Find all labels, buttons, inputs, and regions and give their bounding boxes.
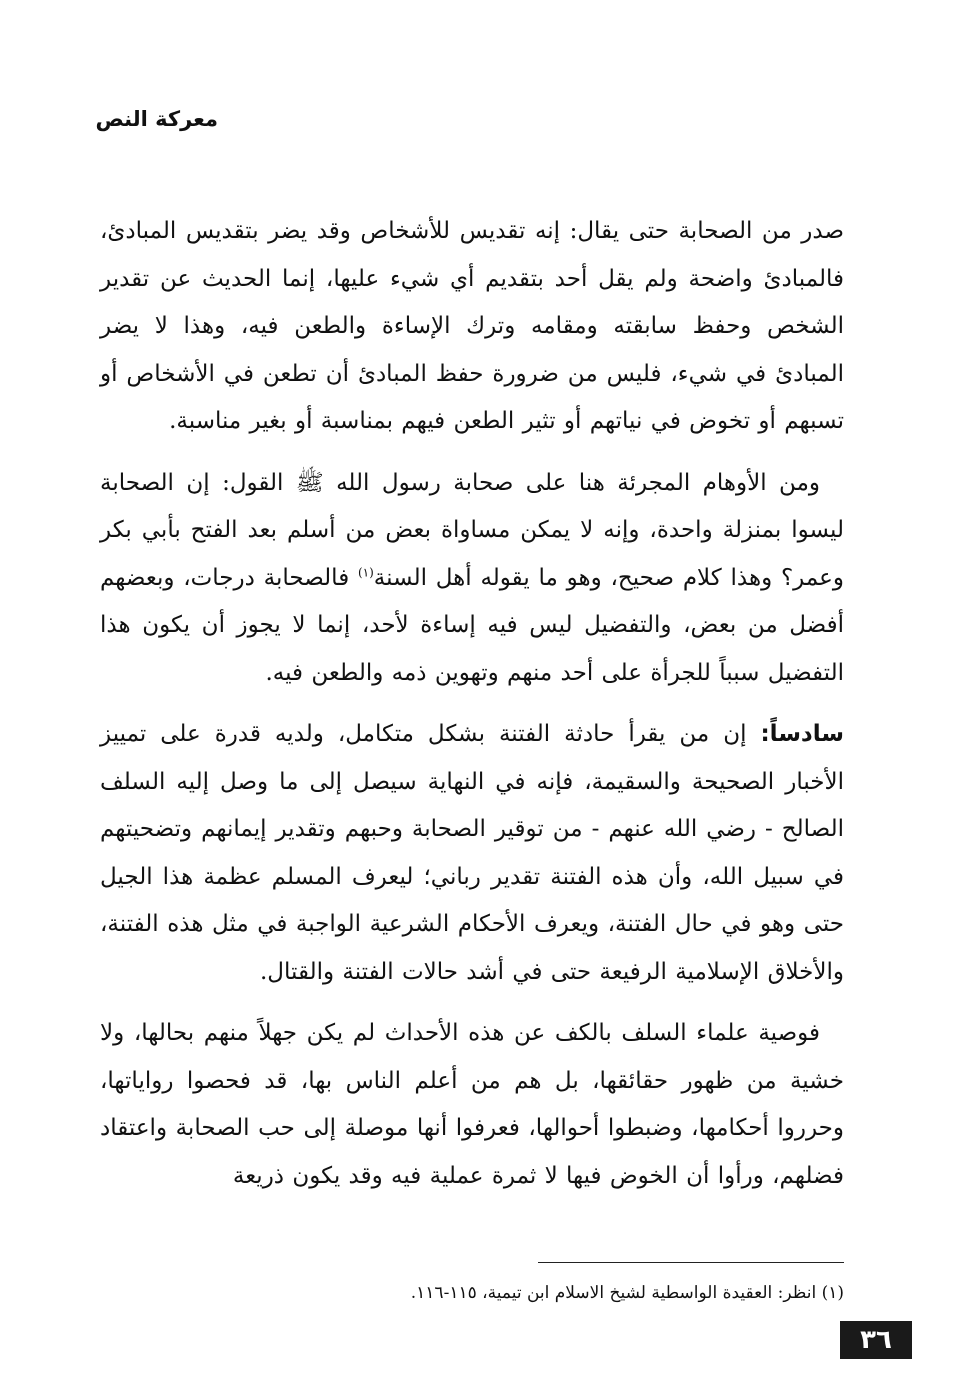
- footnote-divider: [538, 1262, 844, 1263]
- paragraph-1: صدر من الصحابة حتى يقال: إنه تقديس للأشخاص وقد يضر بتقديس المبادئ، فالمبادئ واضحة ولم يقل أحد بتقديم أي شيء عليها، إنما الحديث عن تقدير الشخص وحفظ سابقته ومقامه وترك الإساءة والطعن فيه، وهذا لا يضر المبادئ في شيء، فليس من ضرورة حفظ المبادئ أن تطعن في الأشخاص أو تسبهم أو تخوض في نياتهم أو تثير الطعن فيهم بمناسبة أو بغير مناسبة.: [100, 218, 844, 434]
- running-header-title: معركة النص: [95, 107, 218, 131]
- paragraph-2: [100, 460, 844, 698]
- footnote: (١) انظر: العقيدة الواسطية لشيخ الاسلام ابن تيمية، ١١٥-١١٦.: [410, 1283, 844, 1303]
- paragraph-2-text-b: فالصحابة درجات، وبعضهم أفضل من بعض، والتفضيل ليس فيه إساءة لأحد، إنما لا يجوز أن يكون هذا التفضيل سبباً للجرأة على أحد منهم وتهوين ذمه والطعن فيه.: [100, 564, 844, 686]
- section-lead-in: سادساً:: [760, 721, 844, 747]
- footnote-marker: (١): [357, 564, 374, 579]
- paragraph-2-text-a: ومن الأوهام المجرئة هنا على صحابة رسول الله ﷺ القول: إن الصحابة ليسوا بمنزلة واحدة، وإنه لا يمكن مساواة بعض من أسلم بعد الفتح بأبي بكر وعمر؟ وهذا كلام صحيح، وهو ما يقوله أهل السنة: [100, 469, 844, 591]
- paragraph-4: فوصية علماء السلف بالكف عن هذه الأحداث لم يكن جهلاً منهم بحالها، ولا خشية من ظهور حقائقها، بل هم من أعلم الناس بها، قد فحصوا رواياتها، وحرروا أحكامها، وضبطوا أحوالها، فعرفوا أنها موصلة إلى حب الصحابة واعتقاد فضلهم، ورأوا أن الخوض فيها لا ثمرة عملية فيه وقد يكون ذريعة: [100, 1020, 844, 1189]
- paragraph-3: [100, 711, 844, 996]
- main-text: [100, 208, 844, 1214]
- paragraph-3-text: إن من يقرأ حادثة الفتنة بشكل متكامل، ولديه قدرة على تمييز الأخبار الصحيحة والسقيمة، فإنه في النهاية سيصل إلى ما وصل إليه السلف الصالح - رضي الله عنهم - من توقير الصحابة وحبهم وتقدير إيمانهم وتضحيتهم في سبيل الله، وأن هذه الفتنة تقدير رباني؛ ليعرف المسلم عظمة هذا الجيل حتى وهو في حال الفتنة، ويعرف الأحكام الشرعية الواجبة في مثل هذه الفتنة، والأخلاق الإسلامية الرفيعة حتى في أشد حالات الفتنة والقتال.: [100, 721, 844, 985]
- page-number: ٣٦: [840, 1321, 912, 1359]
